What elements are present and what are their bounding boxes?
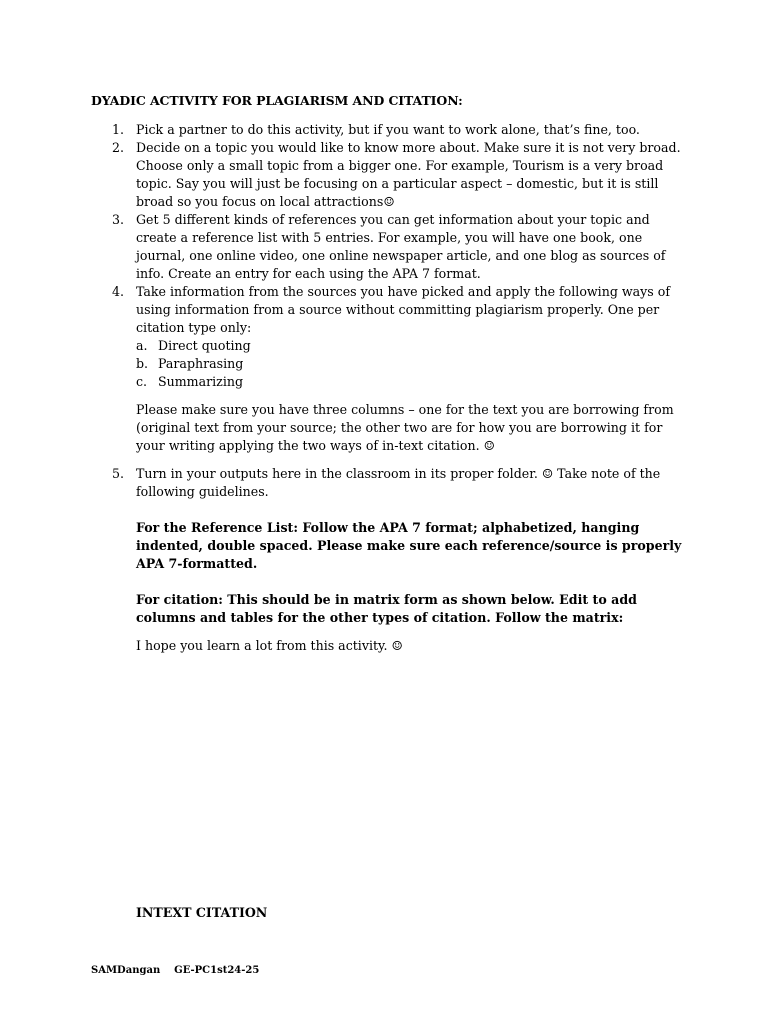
instruction-list (91, 121, 691, 655)
sub-item-letter: c. (136, 374, 148, 389)
sub-item-b (136, 355, 691, 373)
item-text: Get 5 different kinds of references you can get information about your topic and create a reference list with 5 entries. For example, you will have one book, one journal, one online video, one online newspaper article, and one blog as sources of info. Create an entry for each using the APA 7 format. (136, 212, 666, 281)
item-text: Decide on a topic you would like to know more about. Make sure it is not very broad. Choose only a small topic from a bigger one. For example, Tourism is a very broad topic. Say you will just be focusing on a particular aspect – domestic, but it is still broad so you focus on local attractions☺ (136, 140, 681, 209)
item-text: Pick a partner to do this activity, but if you want to work alone, that’s fine, too. (136, 122, 640, 137)
list-item-5 (91, 465, 691, 655)
item-number: 5. (112, 466, 125, 481)
columns-note: Please make sure you have three columns – one for the text you are borrowing from (original text from your source; the other two are for how you are borrowing it for your writing applying the two ways of in-text citation. ☺ (136, 402, 674, 453)
sub-item-text: Summarizing (158, 374, 244, 389)
item-number: 3. (112, 212, 125, 227)
footer-code: GE-PC1st24-25 (174, 965, 260, 976)
sub-item-a (136, 337, 691, 355)
sub-item-text: Direct quoting (158, 338, 251, 353)
sub-item-letter: b. (136, 356, 149, 371)
item-number: 1. (112, 122, 125, 137)
list-item-1 (91, 121, 691, 139)
item-text: Turn in your outputs here in the classroom in its proper folder. ☺ Take note of the following guidelines. (136, 466, 661, 499)
closing-remark: I hope you learn a lot from this activity. ☺ (136, 638, 403, 653)
list-item-4 (91, 283, 691, 455)
item-text: Take information from the sources you have picked and apply the following ways of using information from a source without committing plagiarism properly. One per citation type only: (136, 284, 670, 335)
item-number: 2. (112, 140, 125, 155)
page-footer (91, 965, 259, 976)
document-title: DYADIC ACTIVITY FOR PLAGIARISM AND CITATION: (91, 93, 463, 108)
list-item-3 (91, 211, 691, 283)
sub-item-text: Paraphrasing (158, 356, 244, 371)
item-number: 4. (112, 284, 125, 299)
footer-author: SAMDangan (91, 965, 161, 976)
sub-item-letter: a. (136, 338, 148, 353)
reference-list-guideline: For the Reference List: Follow the APA 7 format; alphabetized, hanging indented, double spaced. Please make sure each reference/source is properly APA 7-formatted. (136, 520, 682, 571)
section-heading: INTEXT CITATION (136, 905, 268, 920)
citation-guideline: For citation: This should be in matrix form as shown below. Edit to add columns and tables for the other types of citation. Follow the matrix: (136, 592, 637, 625)
sub-item-c (136, 373, 691, 391)
list-item-2 (91, 139, 691, 211)
